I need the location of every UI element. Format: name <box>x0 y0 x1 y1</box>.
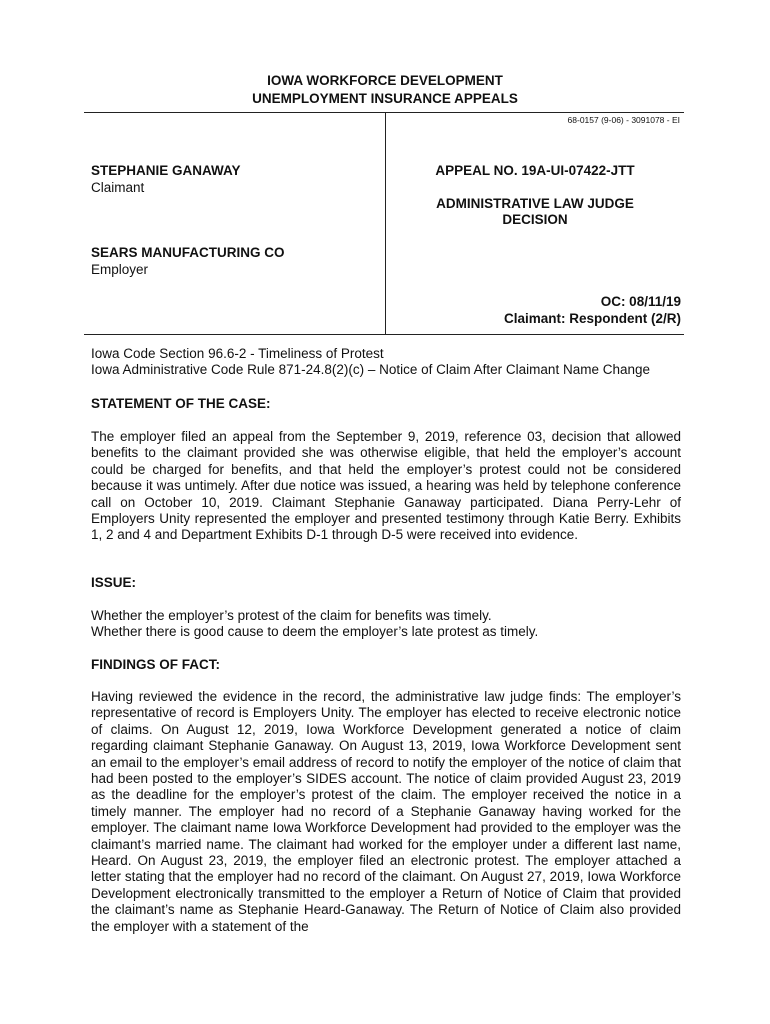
employer-name: SEARS MANUFACTURING CO <box>91 245 285 260</box>
caption-divider <box>385 113 386 335</box>
issue-list <box>91 608 681 641</box>
issue-heading: ISSUE: <box>91 575 137 590</box>
appeal-number: APPEAL NO. 19A-UI-07422-JTT <box>435 163 635 178</box>
agency-title: IOWA WORKFORCE DEVELOPMENT <box>267 73 503 88</box>
findings-heading: FINDINGS OF FACT: <box>91 657 220 672</box>
issue-item: Whether there is good cause to deem the employer’s late protest as timely. <box>91 624 539 640</box>
header-rule <box>84 112 684 113</box>
claimant-status: Claimant: Respondent (2/R) <box>503 311 681 326</box>
statement-text: The employer filed an appeal from the September 9, 2019, reference 03, decision that allowed benefits to the claimant provided she was otherwise eligible, that held the employer’s account could be charged for benefits, and that held the employer’s protest could not be considered because it was untimely. After due notice was issued, a hearing was held by telephone conference call on October 10, 2019. Claimant Stephanie Ganaway participated. Diana Perry-Lehr of Employers Unity represented the employer and presented testimony through Katie Berry. Exhibits 1, 2 and 4 and Department Exhibits D-1 through D-5 were received into evidence. <box>91 429 681 543</box>
decision-title-line1: ADMINISTRATIVE LAW JUDGE <box>436 196 634 211</box>
form-number: 68-0157 (9-06) - 3091078 - EI <box>567 115 680 125</box>
citation-rule: Iowa Administrative Code Rule 871-24.8(2)(c) – Notice of Claim After Claimant Name Change <box>91 362 650 378</box>
original-claim-date: OC: 08/11/19 <box>600 294 681 309</box>
caption-bottom-rule <box>84 334 684 335</box>
employer-role: Employer <box>91 262 149 277</box>
decision-title-line2: DECISION <box>502 212 568 227</box>
findings-text: Having reviewed the evidence in the record, the administrative law judge finds: The employer’s representative of record is Employers Unity. The employer has elected to receive electronic notice of claims. On August 12, 2019, Iowa Workforce Development generated a notice of claim regarding claimant Stephanie Ganaway. On August 13, 2019, Iowa Workforce Development sent an email to the employer’s email address of record to notify the employer of the notice of claim that had been posted to the employer’s SIDES account. The notice of claim provided August 23, 2019 as the deadline for the employer’s protest of the claim. The employer received the notice in a timely manner. The employer had no record of a Stephanie Ganaway having worked for the employer. The claimant name Iowa Workforce Development had provided to the employer was the claimant’s married name. The claimant had worked for the employer under a different last name, Heard. On August 23, 2019, the employer filed an electronic protest. The employer attached a letter stating that the employer had no record of the claimant. On August 27, 2019, Iowa Workforce Development electronically transmitted to the employer a Return of Notice of Claim that provided the claimant’s name as Stephanie Heard-Ganaway. The Return of Notice of Claim also provided the employer with a statement of the <box>91 689 681 934</box>
claimant-role: Claimant <box>91 180 145 195</box>
issue-item: Whether the employer’s protest of the claim for benefits was timely. <box>91 608 492 623</box>
claimant-name: STEPHANIE GANAWAY <box>91 163 241 178</box>
division-title: UNEMPLOYMENT INSURANCE APPEALS <box>252 91 518 106</box>
citations <box>91 346 681 379</box>
statement-heading: STATEMENT OF THE CASE: <box>91 396 271 411</box>
citation-code: Iowa Code Section 96.6-2 - Timeliness of Protest <box>91 346 384 361</box>
